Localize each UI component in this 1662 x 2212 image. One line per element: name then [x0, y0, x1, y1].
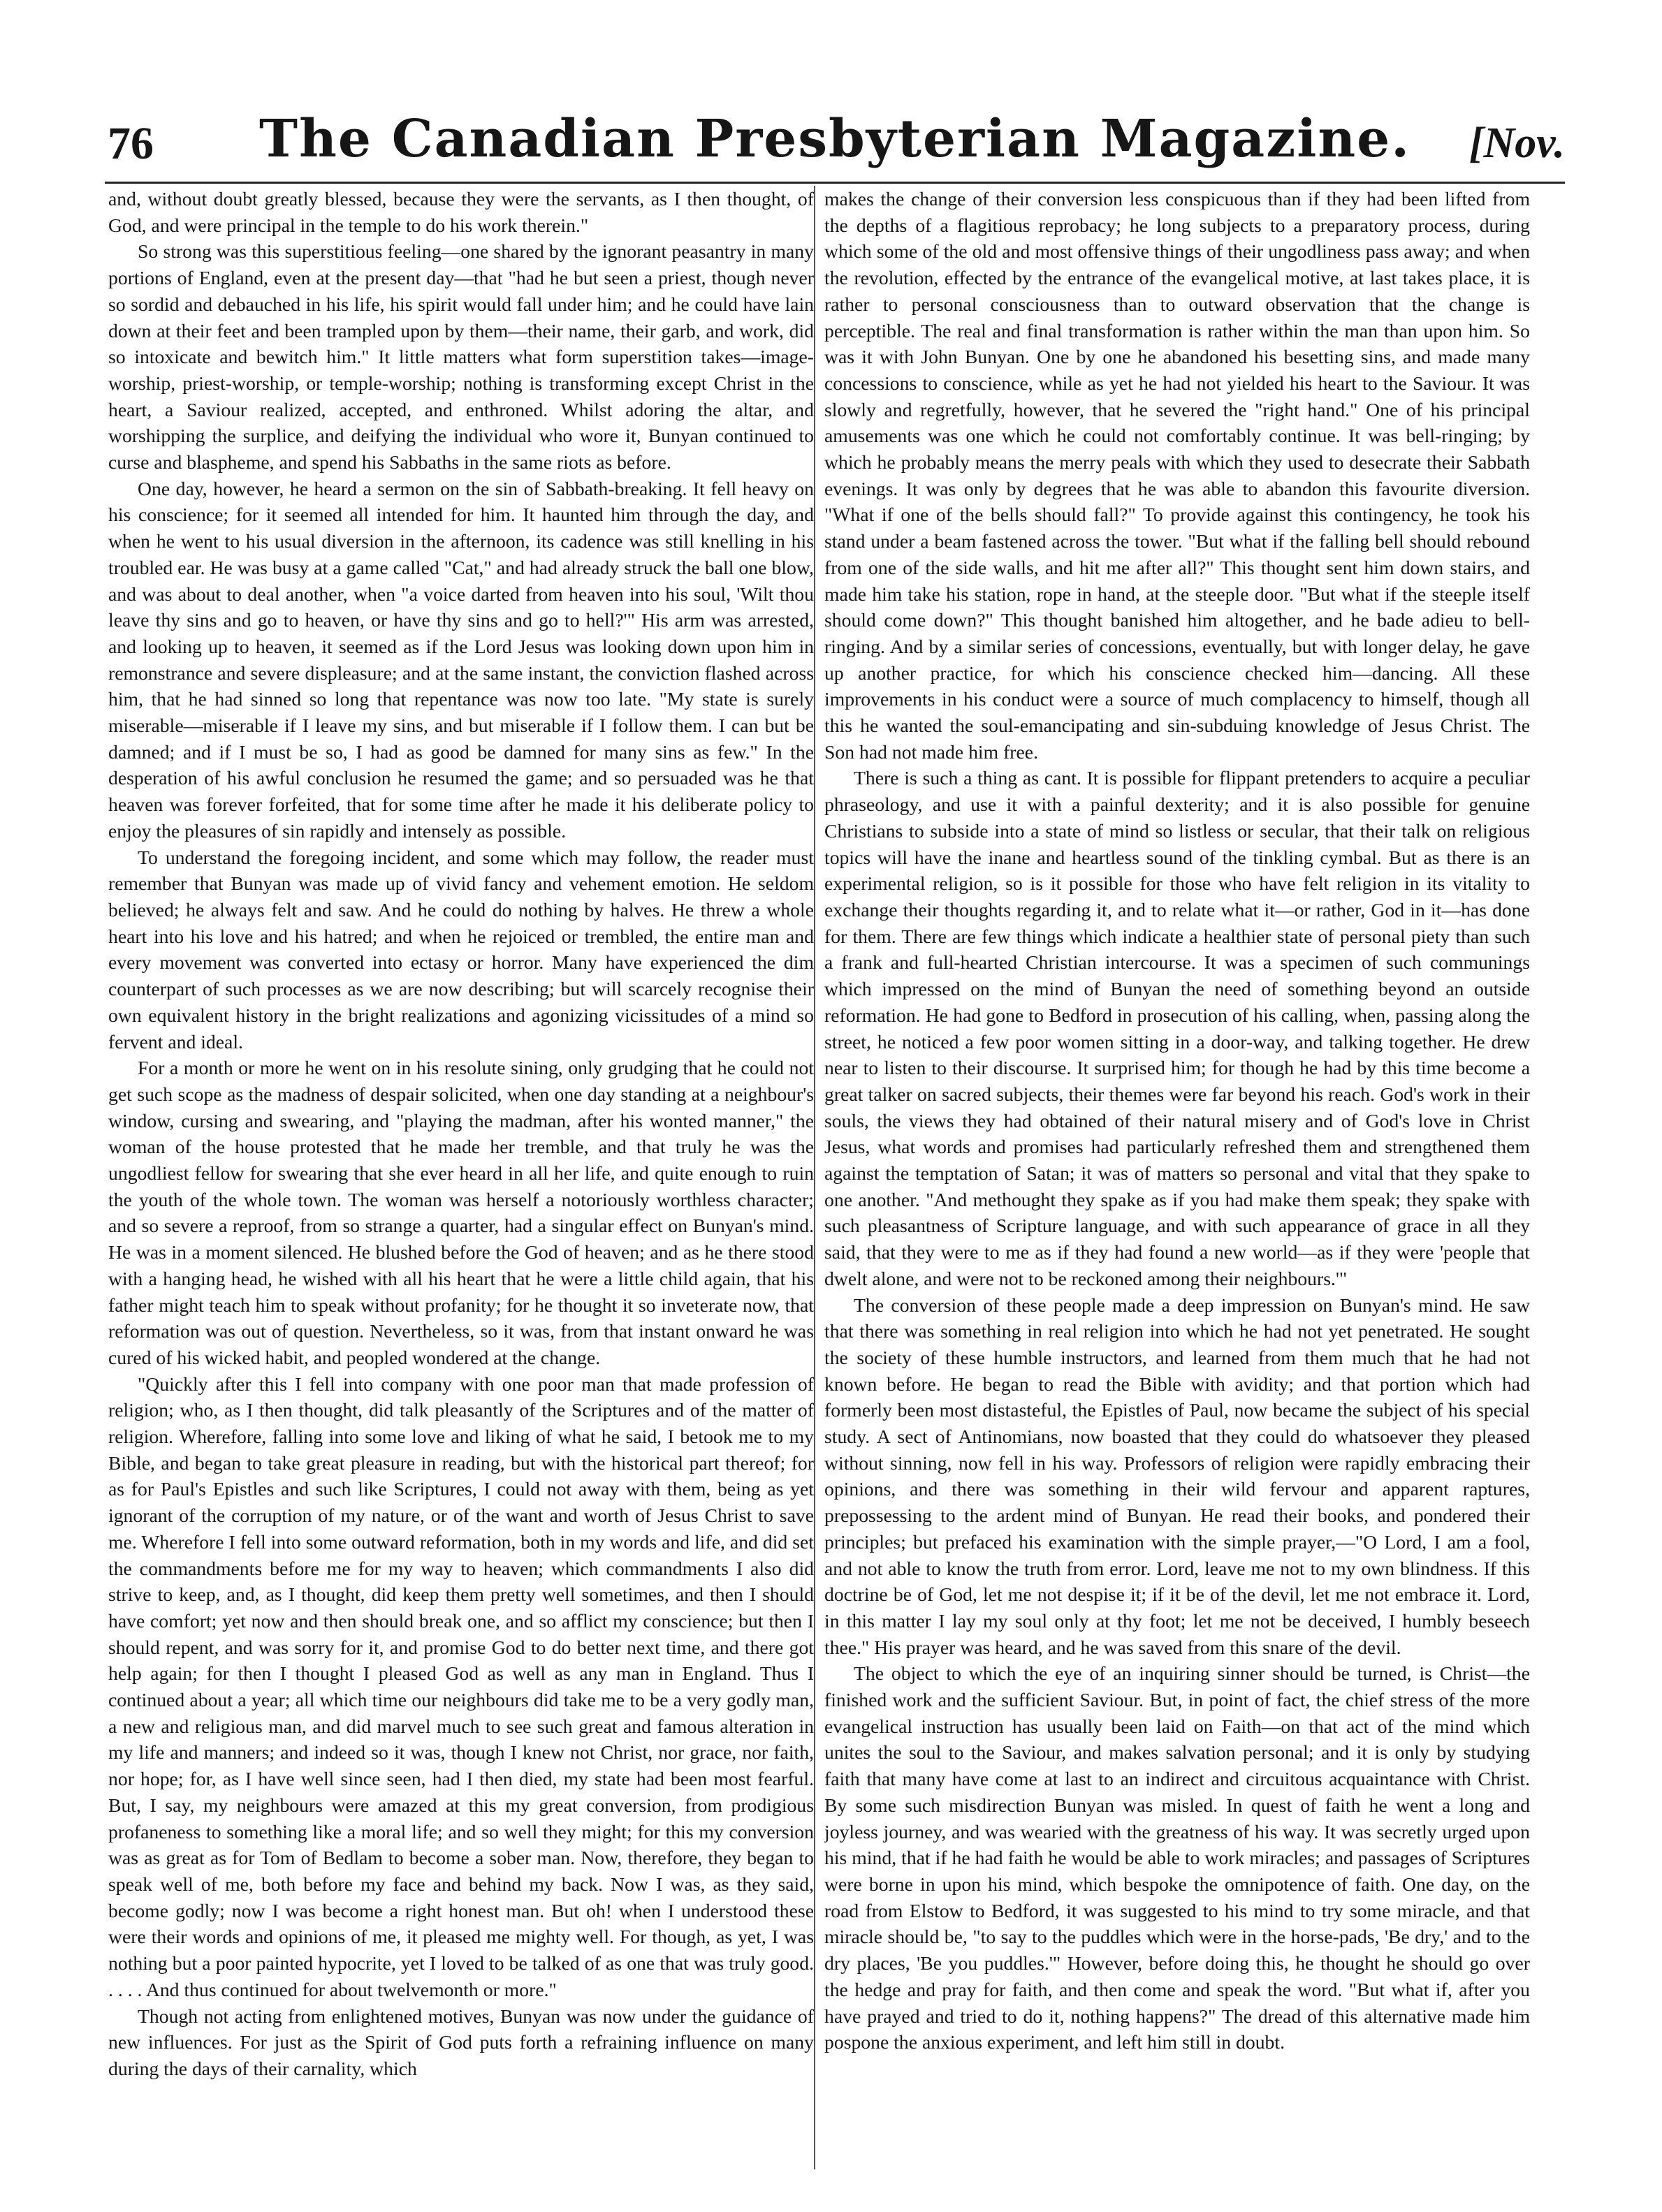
issue-month: [Nov. — [1468, 119, 1565, 167]
left-paragraph-7: Though not acting from enlightened motives, Bunyan was now under the guidance of new influences. For just as the Spirit of God puts forth a refraining influence on many during the days of their carnality, which — [108, 2005, 814, 2079]
left-paragraph-1: and, without doubt greatly blessed, because they were the servants, as I then thought, of God, and were principal in the temple to do his work therein." — [108, 188, 814, 236]
page-number: 76 — [108, 118, 154, 169]
right-paragraph-1: makes the change of their conversion less conspicuous than if they had been lifted from the depths of a flagitious reprobacy; he long subjects to a preparatory process, during which some of the old and most offensive things of their ungodliness pass away; and when the revolution, effected by the entrance of the evangelical motive, at last takes place, it is rather to personal consciousness than to outward observation that the change is perceptible. The real and final transformation is rather within the man than upon him. So was it with John Bunyan. One by one he abandoned his besetting sins, and made many concessions to conscience, while as yet he had not yielded his heart to the Saviour. It was slowly and regretfully, however, that he severed the "right hand." One of his principal amusements was one which he could not comfortably continue. It was bell-ringing; by which he probably means the merry peals with which they used to desecrate their Sabbath evenings. It was only by degrees that he was able to abandon this favourite diversion. "What if one of the bells should fall?" To provide against this contingency, he took his stand under a beam fastened across the tower. "But what if the falling bell should rebound from one of the side walls, and hit me after all?" This thought sent him down stairs, and made him take his station, rope in hand, at the steeple door. "But what if the steeple itself should come down?" This thought banished him altogether, and he bade adieu to bell-ringing. And by a similar series of concessions, eventually, but with longer delay, he gave up another practice, for which his conscience checked him—dancing. All these improvements in his conduct were a source of much complacency to himself, though all this he wanted the soul-emancipating and sin-subduing knowledge of Jesus Christ. The Son had not made him free. — [824, 188, 1530, 763]
left-paragraph-3: One day, however, he heard a sermon on the sin of Sabbath-breaking. It fell heavy on his conscience; for it seemed all intended for him. It haunted him through the day, and when he went to his usual diversion in the afternoon, its cadence was still knelling in his troubled ear. He was busy at a game called "Cat," and had already struck the ball one blow, and was about to deal another, when "a voice darted from heaven into his soul, 'Wilt thou leave thy sins and go to heaven, or have thy sins and go to hell?'" His arm was arrested, and looking up to heaven, it seemed as if the Lord Jesus was looking down upon him in remonstrance and severe displeasure; and at the same instant, the conviction flashed across him, that he had sinned so long that repentance was now too late. "My state is surely miserable—miserable if I leave my sins, and but miserable if I follow them. I can but be damned; and if I must be so, I had as good be damned for many sins as few." In the desperation of his awful conclusion he resumed the game; and so persuaded was he that heaven was forever forfeited, that for some time after he made it his deliberate policy to enjoy the pleasures of sin rapidly and intensely as possible. — [108, 477, 814, 842]
left-paragraph-5: For a month or more he went on in his resolute sining, only grudging that he could not get such scope as the madness of despair solicited, when one day standing at a neighbour's window, cursing and swearing, and "playing the madman, after his wonted manner," the woman of the house protested that he made her tremble, and that truly he was the ungodliest fellow for swearing that she ever heard in all her life, and quite enough to ruin the youth of the whole town. The woman was herself a notoriously worthless character; and so severe a reproof, from so strange a quarter, had a singular effect on Bunyan's mind. He was in a moment silenced. He blushed before the God of heaven; and as he there stood with a hanging head, he wished with all his heart that he were a little child again, that his father might teach him to speak without profanity; for he thought it so inveterate now, that reformation was out of question. Nevertheless, so it was, from that instant onward he was cured of his wicked habit, and peopled wondered at the change. — [108, 1057, 814, 1368]
column-divider — [814, 186, 815, 2169]
magazine-title: The Canadian Presbyterian Magazine. — [259, 109, 1410, 169]
left-column — [108, 186, 814, 2183]
left-paragraph-6: "Quickly after this I fell into company with one poor man that made profession of religion; who, as I then thought, did talk pleasantly of the Scriptures and of the matter of religion. Wherefore, falling into some love and liking of what he said, I betook me to my Bible, and began to take great pleasure in reading, but with the historical part thereof; for as for Paul's Epistles and such like Scriptures, I could not away with them, being as yet ignorant of the corruption of my nature, or of the want and worth of Jesus Christ to save me. Wherefore I fell into some outward reformation, both in my words and life, and did set the commandments before me for my way to heaven; which commandments I also did strive to keep, and, as I thought, did keep them pretty well sometimes, and then I should have comfort; yet now and then should break one, and so afflict my conscience; but then I should repent, and was sorry for it, and promise God to do better next time, and there got help again; for then I thought I pleased God as well as any man in England. Thus I continued about a year; all which time our neighbours did take me to be a very godly man, a new and religious man, and did marvel much to see such great and famous alteration in my life and manners; and indeed so it was, though I knew not Christ, nor grace, nor faith, nor hope; for, as I have well since seen, had I then died, my state had been most fearful. But, I say, my neighbours were amazed at this my great conversion, from prodigious profaneness to something like a moral life; and so well they might; for this my conversion was as great as for Tom of Bedlam to become a sober man. Now, therefore, they began to speak well of me, both before my face and behind my back. Now I was, as they said, become godly; now I was become a right honest man. But oh! when I understood these were their words and opinions of me, it pleased me mighty well. For though, as yet, I was nothing but a poor painted hypocrite, yet I loved to be talked of as one that was truly good. . . . . And thus continued for about twelvemonth or more." — [108, 1372, 814, 2000]
right-paragraph-4: The object to which the eye of an inquiring sinner should be turned, is Christ—the finished work and the sufficient Saviour. But, in point of fact, the chief stress of the more evangelical instruction has usually been laid on Faith—on that act of the mind which unites the soul to the Saviour, and makes salvation personal; and it is only by studying faith that many have come at last to an indirect and circuitous acquaintance with Christ. By some such misdirection Bunyan was misled. In quest of faith he went a long and joyless journey, and was wearied with the greatness of his way. It was secretly urged upon his mind, that if he had faith he would be able to work miracles; and passages of Scriptures were borne in upon his mind, which bespoke the omnipotence of faith. One day, on the road from Elstow to Bedford, it was suggested to his mind to try some miracle, and that miracle should be, "to say to the puddles which were in the horse-pads, 'Be dry,' and to the dry places, 'Be you puddles.'" However, before doing this, he thought he should go over the hedge and pray for faith, and then come and speak the word. "But what if, after you have prayed and tried to do it, nothing happens?" The dread of this alternative made him pospone the anxious experiment, and left him still in doubt. — [824, 1662, 1530, 2053]
right-paragraph-2: There is such a thing as cant. It is possible for flippant pretenders to acquire a peculiar phraseology, and use it with a painful dexterity; and it is also possible for genuine Christians to subside into a state of mind so listless or secular, that their talk on religious topics will have the inane and heartless sound of the tinkling cymbal. But as there is an experimental religion, so is it possible for those who have felt religion in its vitality to exchange their thoughts regarding it, and to relate what it—or rather, God in it—has done for them. There are few things which indicate a healthier state of personal piety than such a frank and full-hearted Christian intercourse. It was a specimen of such communings which impressed on the mind of Bunyan the need of something beyond an outside reformation. He had gone to Bedford in prosecution of his calling, when, passing along the street, he noticed a few poor women sitting in a door-way, and talking together. He drew near to listen to their discourse. It surprised him; for though he had by this time become a great talker on sacred subjects, their themes were far beyond his reach. God's work in their souls, the views they had obtained of their natural misery and of God's love in Christ Jesus, what words and promises had particularly refreshed them and strengthened them against the temptation of Satan; it was of matters so personal and vital that they spake to one another. "And methought they spake as if you had make them speak; they spake with such pleasantness of Scripture language, and with such appearance of grace in all they said, that they were to me as if they had found a new world—as if they were 'people that dwelt alone, and were not to be reckoned among their neighbours.'" — [824, 767, 1530, 1289]
right-paragraph-3: The conversion of these people made a deep impression on Bunyan's mind. He saw that there was something in real religion into which he had not yet penetrated. He sought the society of these humble instructors, and learned from them much that he had not known before. He began to read the Bible with avidity; and that portion which had formerly been most distasteful, the Epistles of Paul, now became the subject of his special study. A sect of Antinomians, now boasted that they could do whatsoever they pleased without sinning, now fell in his way. Professors of religion were rapidly embracing their opinions, and there was something in their wild fervour and apparent raptures, prepossessing to the ardent mind of Bunyan. He read their books, and pondered their principles; but prefaced his examination with the simple prayer,—"O Lord, I am a fool, and not able to know the truth from error. Lord, leave me not to my own blindness. If this doctrine be of God, let me not despise it; if it be of the devil, let me not embrace it. Lord, in this matter I lay my soul only at thy foot; let me not be deceived, I humbly beseech thee." His prayer was heard, and he was saved from this snare of the devil. — [824, 1294, 1530, 1658]
right-column — [824, 186, 1530, 2183]
page-header — [105, 105, 1565, 184]
left-paragraph-4: To understand the foregoing incident, and some which may follow, the reader must remember that Bunyan was made up of vivid fancy and vehement emotion. He seldom believed; he always felt and saw. And he could do nothing by halves. He threw a whole heart into his love and his hatred; and when he rejoiced or trembled, the entire man and every movement was converted into ectasy or horror. Many have experienced the dim counterpart of such processes as we are now describing; but will scarcely recognise their own equivalent history in the bright realizations and agonizing vicissitudes of a mind so fervent and ideal. — [108, 846, 814, 1053]
left-paragraph-2: So strong was this superstitious feeling—one shared by the ignorant peasantry in many portions of England, even at the present day—that "had he but seen a priest, though never so sordid and debauched in his life, his spirit would fall under him; and he could have lain down at their feet and been trampled upon by them—their name, their garb, and work, did so intoxicate and bewitch him." It little matters what form superstition takes—image-worship, priest-worship, or temple-worship; nothing is transforming except Christ in the heart, a Saviour realized, accepted, and enthroned. Whilst adoring the altar, and worshipping the surplice, and deifying the individual who wore it, Bunyan continued to curse and blaspheme, and spend his Sabbaths in the same riots as before. — [108, 240, 814, 474]
